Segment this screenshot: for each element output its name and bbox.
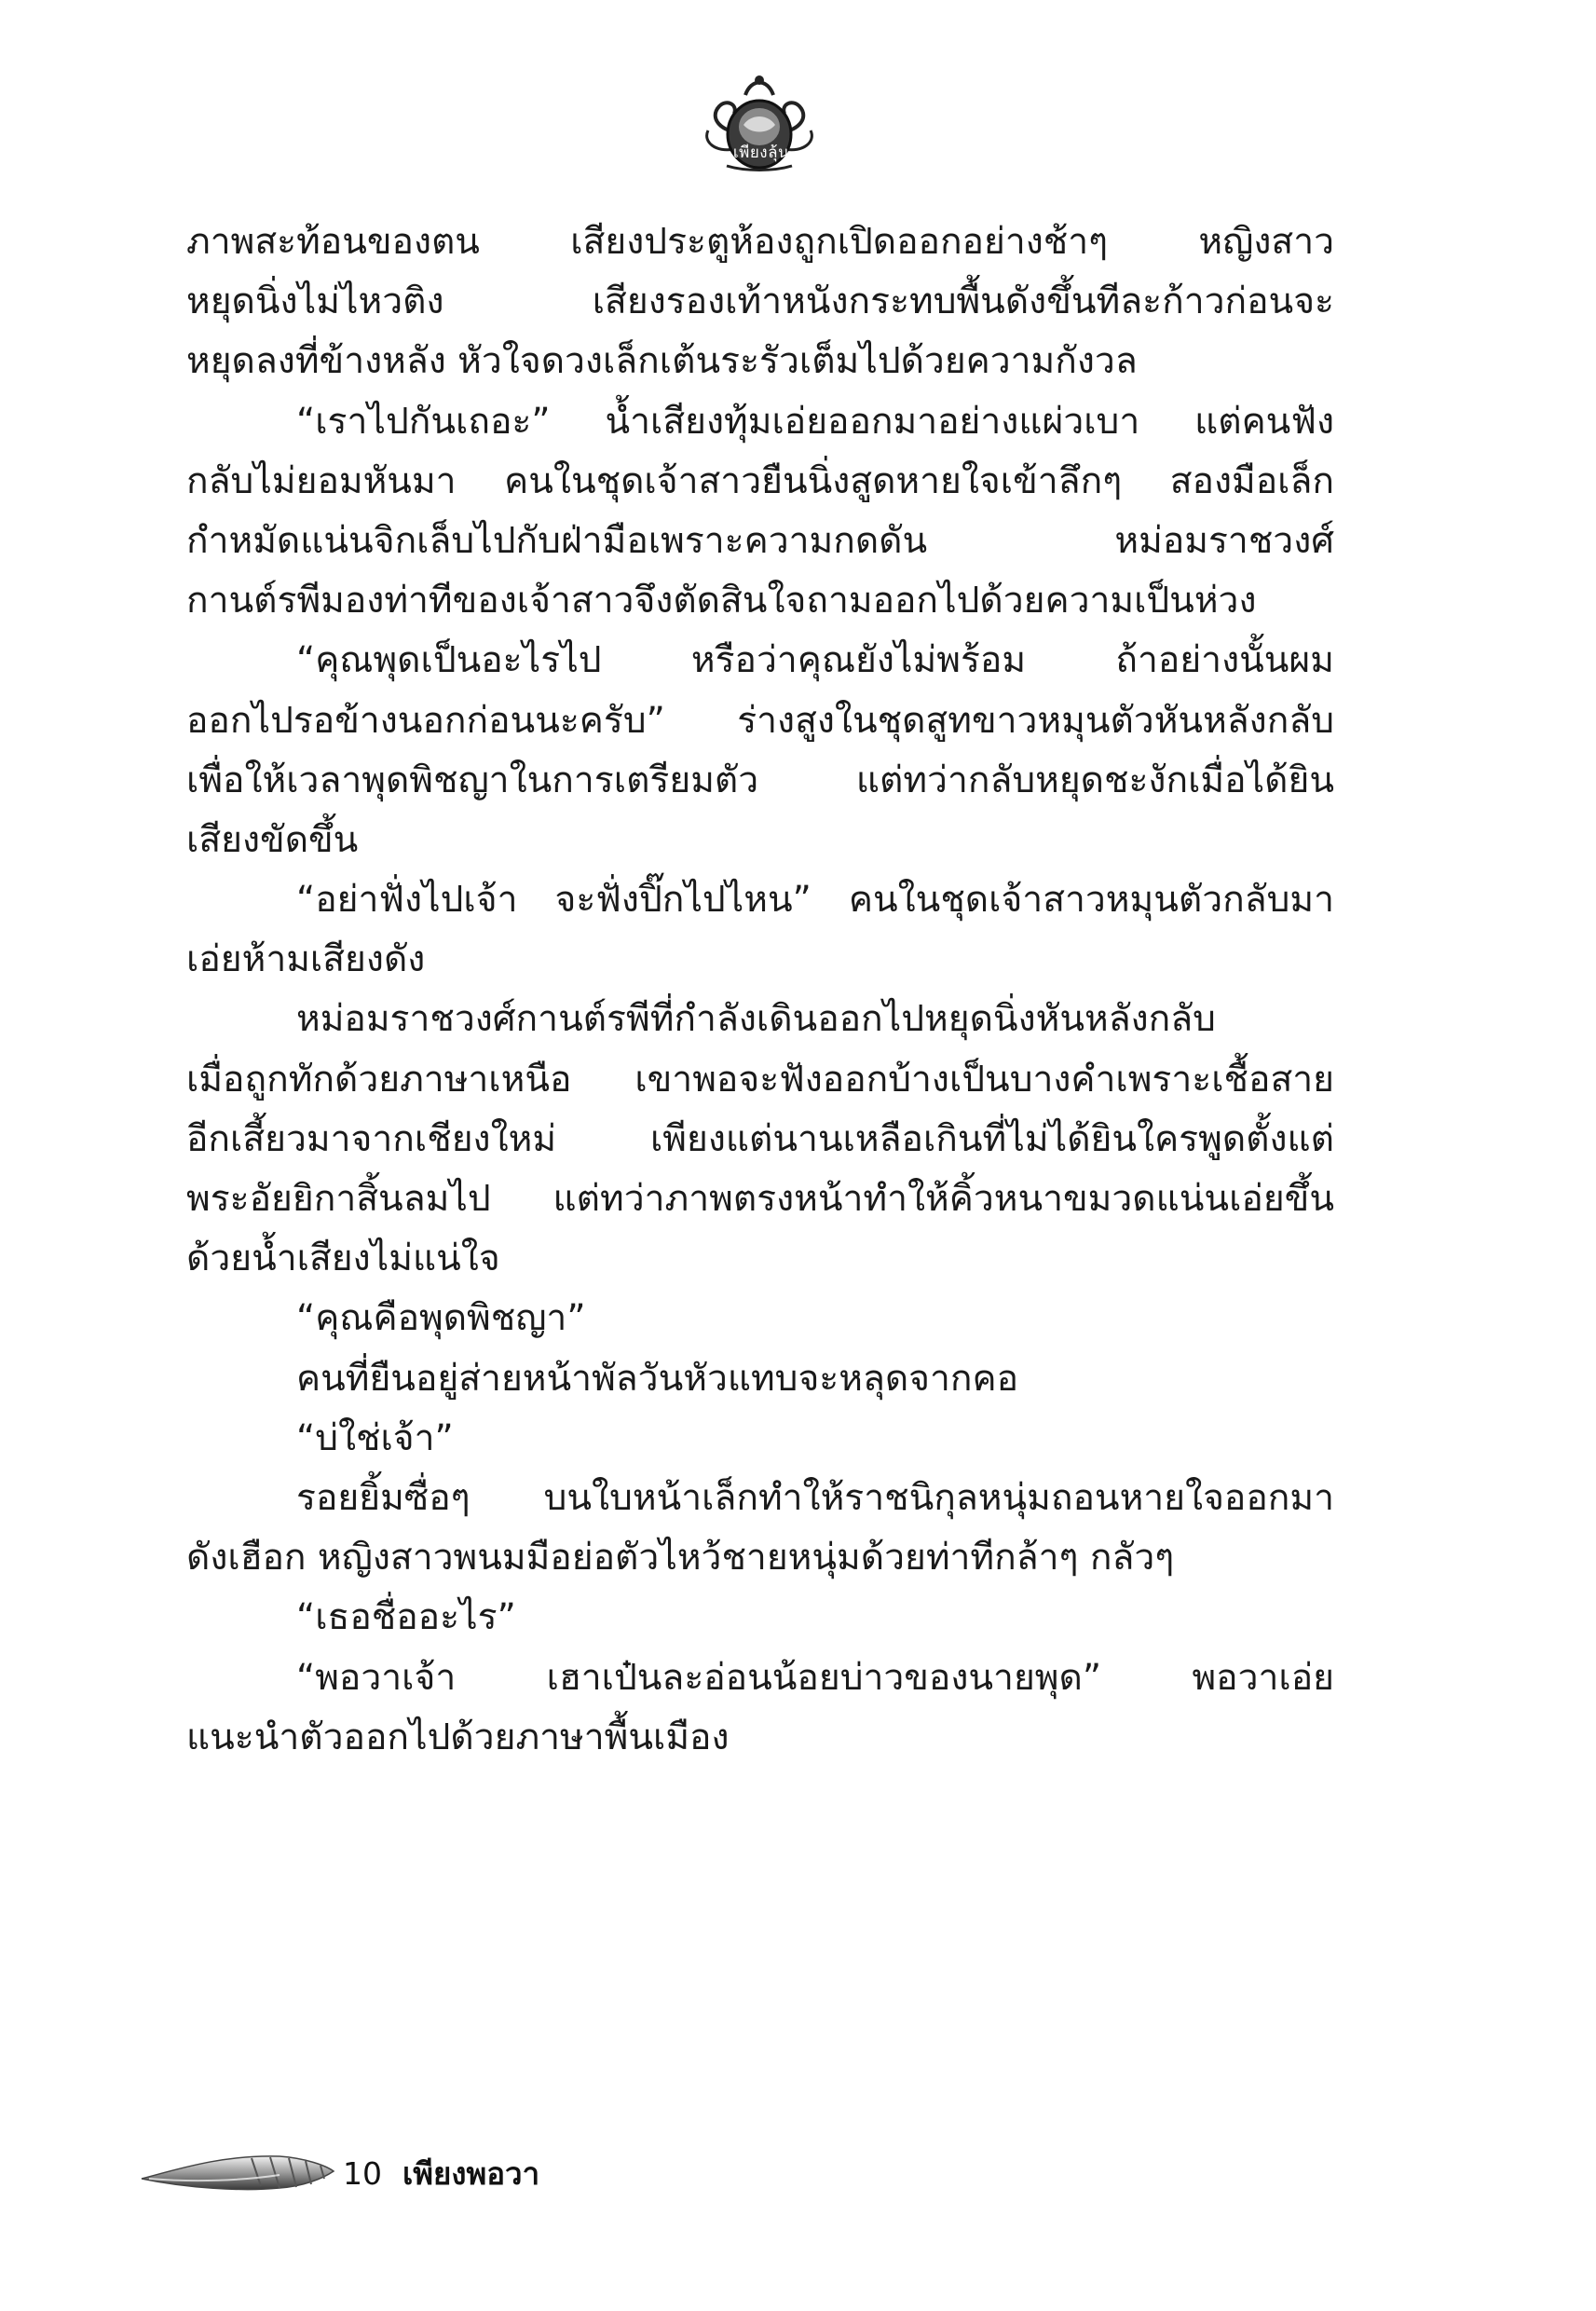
book-title: เพียงพอวา: [402, 2155, 540, 2192]
text-line: “คุณพุดเป็นอะไรไป หรือว่าคุณยังไม่พร้อม ถ้าอย่างนั้นผม: [296, 639, 1334, 682]
ornament-label: เพียงลุ้น: [732, 144, 790, 162]
seashell-icon: [140, 2141, 335, 2201]
text-line: คนที่ยืนอยู่ส่ายหน้าพัลวันหัวแทบจะหลุดจากคอ: [296, 1357, 1019, 1400]
text-line: กานต์รพีมองท่าทีของเจ้าสาวจึงตัดสินใจถามออกไปด้วยความเป็นห่วง: [186, 580, 1257, 622]
page-footer: [343, 2151, 539, 2197]
text-line: หม่อมราชวงศ์กานต์รพีที่กำลังเดินออกไปหยุดนิ่งหันหลังกลับ: [296, 998, 1216, 1041]
text-line: หยุดลงที่ข้างหลัง หัวใจดวงเล็กเต้นระรัวเต็มไปด้วยความกังวล: [186, 340, 1138, 383]
text-line: กำหมัดแน่นจิกเล็บไปกับฝ่ามือเพราะความกดดัน หม่อมราชวงศ์: [186, 519, 1334, 562]
text-line: เอ่ยห้ามเสียงดัง: [186, 938, 426, 981]
text-line: แนะนำตัวออกไปด้วยภาษาพื้นเมือง: [186, 1716, 730, 1758]
text-line: “เราไปกันเถอะ” น้ำเสียงทุ้มเอ่ยออกมาอย่างแผ่วเบา แต่คนฟัง: [296, 400, 1334, 443]
text-line: ด้วยน้ำเสียงไม่แน่ใจ: [186, 1238, 500, 1280]
text-line: เพื่อให้เวลาพุดพิชญาในการเตรียมตัว แต่ทว่ากลับหยุดชะงักเมื่อได้ยิน: [186, 759, 1334, 801]
page-number: 10: [343, 2155, 382, 2192]
text-line: “คุณคือพุดพิชญา”: [296, 1297, 586, 1340]
text-line: เมื่อถูกทักด้วยภาษาเหนือ เขาพอจะฟังออกบ้างเป็นบางคำเพราะเชื้อสาย: [186, 1058, 1334, 1101]
text-line: หยุดนิ่งไม่ไหวติง เสียงรองเท้าหนังกระทบพื้นดังขึ้นทีละก้าวก่อนจะ: [186, 280, 1334, 323]
text-line: ดังเฮือก หญิงสาวพนมมือย่อตัวไหว้ชายหนุ่มด้วยท่าทีกล้าๆ กลัวๆ: [186, 1537, 1175, 1579]
text-line: พระอัยยิกาสิ้นลมไป แต่ทว่าภาพตรงหน้าทำให้คิ้วหนาขมวดแน่นเอ่ยขึ้น: [186, 1178, 1334, 1220]
body-text: [186, 212, 1334, 1768]
text-line: “พอวาเจ้า เฮาเป๋นละอ่อนน้อยบ่าวของนายพุด” พอวาเอ่ย: [296, 1656, 1334, 1699]
text-line: กลับไม่ยอมหันมา คนในชุดเจ้าสาวยืนนิ่งสูดหายใจเข้าลึกๆ สองมือเล็ก: [186, 459, 1334, 502]
text-line: “อย่าฟั่งไปเจ้า จะฟั่งปิ๊กไปไหน” คนในชุดเจ้าสาวหมุนตัวกลับมา: [296, 879, 1334, 922]
text-line: รอยยิ้มซื่อๆ บนใบหน้าเล็กทำให้ราชนิกุลหนุ่มถอนหายใจออกมา: [296, 1476, 1334, 1519]
text-line: “บ่ใช่เจ้า”: [296, 1416, 454, 1459]
text-line: “เธอชื่ออะไร”: [296, 1596, 516, 1639]
text-line: เสียงขัดขึ้น: [186, 818, 359, 861]
text-line: ออกไปรอข้างนอกก่อนนะครับ” ร่างสูงในชุดสูทขาวหมุนตัวหันหลังกลับ: [186, 699, 1334, 742]
text-line: อีกเสี้ยวมาจากเชียงใหม่ เพียงแต่นานเหลือเกินที่ไม่ได้ยินใครพูดตั้งแต่: [186, 1117, 1334, 1160]
text-line: ภาพสะท้อนของตน เสียงประตูห้องถูกเปิดออกอย่างช้าๆ หญิงสาว: [186, 221, 1334, 263]
